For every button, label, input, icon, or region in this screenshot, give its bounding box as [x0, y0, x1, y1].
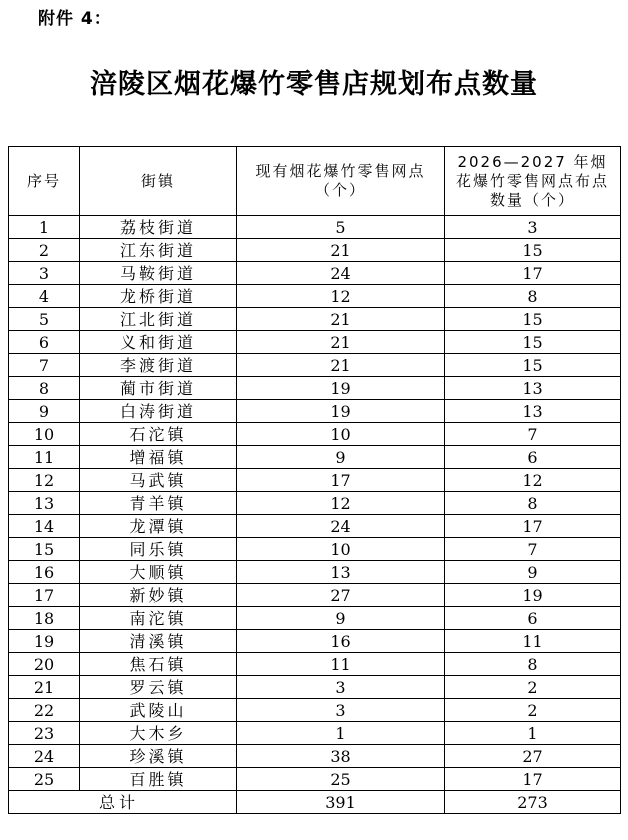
row-existing-outlets: 9	[237, 446, 445, 469]
row-town-name: 罗云镇	[80, 676, 237, 699]
row-existing-outlets: 9	[237, 607, 445, 630]
row-serial-number: 1	[9, 216, 80, 239]
table-row	[9, 469, 621, 492]
row-existing-outlets: 11	[237, 653, 445, 676]
table-row	[9, 285, 621, 308]
table-body	[9, 216, 621, 791]
row-planned-outlets: 12	[445, 469, 621, 492]
row-serial-number: 9	[9, 400, 80, 423]
row-serial-number: 23	[9, 722, 80, 745]
row-existing-outlets: 19	[237, 377, 445, 400]
row-town-name: 李渡街道	[80, 354, 237, 377]
retail-outlet-table	[8, 146, 621, 814]
row-town-name: 新妙镇	[80, 584, 237, 607]
attachment-label: 附件 4：	[38, 9, 112, 29]
row-town-name: 同乐镇	[80, 538, 237, 561]
row-planned-outlets: 7	[445, 423, 621, 446]
row-town-name: 马武镇	[80, 469, 237, 492]
row-serial-number: 16	[9, 561, 80, 584]
row-town-name: 龙潭镇	[80, 515, 237, 538]
row-planned-outlets: 3	[445, 216, 621, 239]
row-serial-number: 18	[9, 607, 80, 630]
table-row	[9, 699, 621, 722]
row-planned-outlets: 8	[445, 285, 621, 308]
row-serial-number: 4	[9, 285, 80, 308]
row-existing-outlets: 21	[237, 308, 445, 331]
table-row	[9, 492, 621, 515]
header-serial-number: 序号	[9, 147, 80, 216]
document-title: 涪陵区烟花爆竹零售店规划布点数量	[90, 69, 538, 100]
total-existing: 391	[237, 791, 445, 814]
row-planned-outlets: 6	[445, 446, 621, 469]
row-town-name: 荔枝街道	[80, 216, 237, 239]
row-planned-outlets: 8	[445, 492, 621, 515]
row-serial-number: 13	[9, 492, 80, 515]
row-town-name: 南沱镇	[80, 607, 237, 630]
row-serial-number: 2	[9, 239, 80, 262]
row-existing-outlets: 12	[237, 285, 445, 308]
row-town-name: 马鞍街道	[80, 262, 237, 285]
table-row	[9, 745, 621, 768]
row-town-name: 清溪镇	[80, 630, 237, 653]
row-existing-outlets: 3	[237, 699, 445, 722]
row-planned-outlets: 9	[445, 561, 621, 584]
table-row	[9, 216, 621, 239]
row-existing-outlets: 19	[237, 400, 445, 423]
row-town-name: 江北街道	[80, 308, 237, 331]
table-row	[9, 515, 621, 538]
row-planned-outlets: 15	[445, 354, 621, 377]
row-town-name: 大顺镇	[80, 561, 237, 584]
row-serial-number: 7	[9, 354, 80, 377]
row-existing-outlets: 17	[237, 469, 445, 492]
total-row	[9, 791, 621, 814]
row-existing-outlets: 21	[237, 354, 445, 377]
row-existing-outlets: 24	[237, 262, 445, 285]
row-planned-outlets: 6	[445, 607, 621, 630]
header-planned-outlets: 2026—2027 年烟花爆竹零售网点布点数量（个）	[445, 147, 621, 216]
row-serial-number: 6	[9, 331, 80, 354]
row-planned-outlets: 15	[445, 239, 621, 262]
row-existing-outlets: 13	[237, 561, 445, 584]
row-planned-outlets: 1	[445, 722, 621, 745]
row-serial-number: 24	[9, 745, 80, 768]
header-existing-outlets: 现有烟花爆竹零售网点（个）	[237, 147, 445, 216]
row-serial-number: 3	[9, 262, 80, 285]
row-existing-outlets: 5	[237, 216, 445, 239]
table-row	[9, 630, 621, 653]
row-planned-outlets: 2	[445, 699, 621, 722]
row-existing-outlets: 21	[237, 239, 445, 262]
row-town-name: 增福镇	[80, 446, 237, 469]
row-serial-number: 25	[9, 768, 80, 791]
row-planned-outlets: 17	[445, 515, 621, 538]
row-serial-number: 12	[9, 469, 80, 492]
row-existing-outlets: 3	[237, 676, 445, 699]
row-planned-outlets: 13	[445, 377, 621, 400]
table-row	[9, 607, 621, 630]
table-row	[9, 354, 621, 377]
row-existing-outlets: 12	[237, 492, 445, 515]
row-existing-outlets: 25	[237, 768, 445, 791]
row-serial-number: 15	[9, 538, 80, 561]
table-header-row	[9, 147, 621, 216]
row-town-name: 武陵山	[80, 699, 237, 722]
table-row	[9, 308, 621, 331]
table-row	[9, 722, 621, 745]
header-town: 街镇	[80, 147, 237, 216]
table-row	[9, 262, 621, 285]
row-town-name: 江东街道	[80, 239, 237, 262]
row-serial-number: 10	[9, 423, 80, 446]
row-existing-outlets: 38	[237, 745, 445, 768]
row-town-name: 青羊镇	[80, 492, 237, 515]
row-town-name: 焦石镇	[80, 653, 237, 676]
row-existing-outlets: 27	[237, 584, 445, 607]
row-existing-outlets: 21	[237, 331, 445, 354]
table-row	[9, 239, 621, 262]
table-row	[9, 423, 621, 446]
row-serial-number: 8	[9, 377, 80, 400]
row-town-name: 白涛街道	[80, 400, 237, 423]
table-row	[9, 768, 621, 791]
row-serial-number: 14	[9, 515, 80, 538]
table-row	[9, 331, 621, 354]
row-planned-outlets: 19	[445, 584, 621, 607]
row-serial-number: 21	[9, 676, 80, 699]
row-existing-outlets: 24	[237, 515, 445, 538]
row-serial-number: 5	[9, 308, 80, 331]
row-existing-outlets: 1	[237, 722, 445, 745]
row-planned-outlets: 17	[445, 262, 621, 285]
row-serial-number: 19	[9, 630, 80, 653]
table-row	[9, 676, 621, 699]
row-planned-outlets: 7	[445, 538, 621, 561]
row-serial-number: 11	[9, 446, 80, 469]
total-label: 总计	[9, 791, 237, 814]
row-existing-outlets: 16	[237, 630, 445, 653]
row-town-name: 蔺市街道	[80, 377, 237, 400]
row-serial-number: 22	[9, 699, 80, 722]
table-row	[9, 446, 621, 469]
row-existing-outlets: 10	[237, 423, 445, 446]
table-row	[9, 584, 621, 607]
row-planned-outlets: 11	[445, 630, 621, 653]
row-planned-outlets: 17	[445, 768, 621, 791]
row-planned-outlets: 15	[445, 308, 621, 331]
row-planned-outlets: 2	[445, 676, 621, 699]
row-planned-outlets: 15	[445, 331, 621, 354]
table-row	[9, 538, 621, 561]
row-town-name: 珍溪镇	[80, 745, 237, 768]
row-planned-outlets: 8	[445, 653, 621, 676]
table-row	[9, 653, 621, 676]
row-town-name: 百胜镇	[80, 768, 237, 791]
table-row	[9, 400, 621, 423]
row-existing-outlets: 10	[237, 538, 445, 561]
table-row	[9, 561, 621, 584]
row-serial-number: 17	[9, 584, 80, 607]
total-planned: 273	[445, 791, 621, 814]
row-planned-outlets: 13	[445, 400, 621, 423]
row-town-name: 龙桥街道	[80, 285, 237, 308]
table-row	[9, 377, 621, 400]
row-serial-number: 20	[9, 653, 80, 676]
row-planned-outlets: 27	[445, 745, 621, 768]
row-town-name: 大木乡	[80, 722, 237, 745]
row-town-name: 石沱镇	[80, 423, 237, 446]
row-town-name: 义和街道	[80, 331, 237, 354]
